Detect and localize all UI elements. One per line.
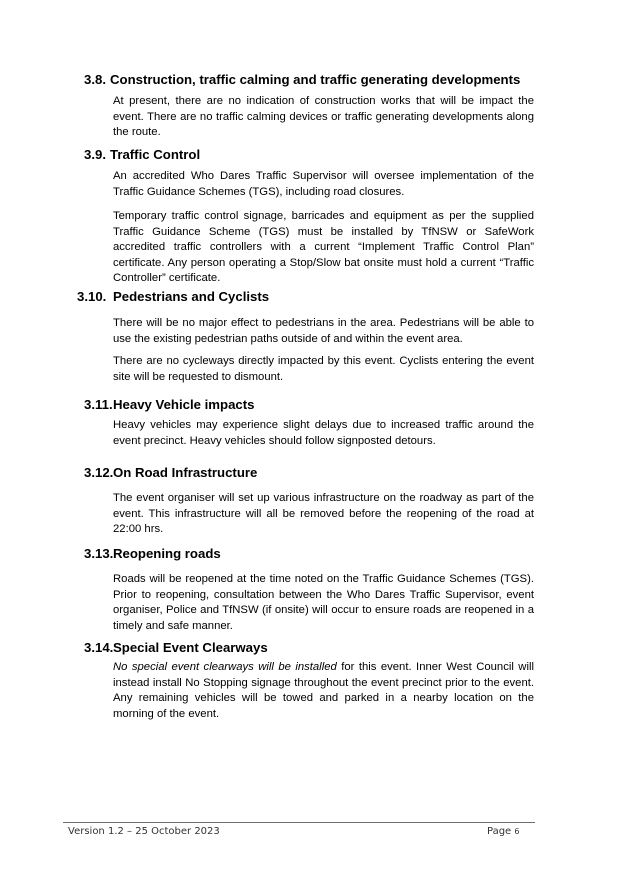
section-heading-3-12: 3.12.On Road Infrastructure bbox=[84, 465, 258, 480]
paragraph: At present, there are no indication of construction works that will be impact the event. There are no traffic calming devices or traffic generating developments along the route. bbox=[113, 95, 534, 139]
section-heading-3-11: 3.11.Heavy Vehicle impacts bbox=[84, 397, 255, 412]
paragraph: There are no cycleways directly impacted by this event. Cyclists entering the event site will be requested to dismount. bbox=[113, 355, 534, 383]
paragraph: The event organiser will set up various infrastructure on the roadway as part of the event. This infrastructure will all be removed before the reopening of the road at 22:00 hrs. bbox=[113, 492, 534, 536]
footer-page-number: Page 6 bbox=[487, 826, 520, 837]
footer-divider bbox=[63, 822, 535, 823]
paragraph: An accredited Who Dares Traffic Supervisor will oversee implementation of the Traffic Guidance Schemes (TGS), including road closures. bbox=[113, 170, 534, 198]
section-heading-3-9: 3.9. Traffic Control bbox=[84, 147, 201, 162]
section-heading-3-14: 3.14.Special Event Clearways bbox=[84, 640, 268, 655]
paragraph: Roads will be reopened at the time noted on the Traffic Guidance Schemes (TGS). Prior to reopening, consultation between the Who Dares Traffic Supervisor, event organiser, Police and TfNSW (if onsite) will occur to ensure roads are reopened in a timely and safe manner. bbox=[113, 573, 534, 632]
paragraph: No special event clearways will be installed for this event. Inner West Council will instead install No Stopping signage throughout the event precinct prior to the event. Any remaining vehicles will be towed and parked in a nearby location on the morning of the event. bbox=[113, 661, 534, 720]
paragraph: Heavy vehicles may experience slight delays due to increased traffic around the event precinct. Heavy vehicles should follow signposted detours. bbox=[113, 419, 534, 447]
footer-version: Version 1.2 – 25 October 2023 bbox=[68, 826, 220, 837]
section-heading-3-10: 3.10. Pedestrians and Cyclists bbox=[77, 289, 270, 304]
italic-lead: No special event clearways will be installed bbox=[113, 661, 337, 673]
paragraph: Temporary traffic control signage, barricades and equipment as per the supplied Traffic Guidance Scheme (TGS) must be installed by TfNSW or SafeWork accredited traffic controllers with a current “Implement Traffic Control Plan” certificate. Any person operating a Stop/Slow bat onsite must hold a current “Traffic Controller” certificate. bbox=[113, 210, 534, 285]
section-heading-3-13: 3.13.Reopening roads bbox=[84, 546, 221, 561]
paragraph: There will be no major effect to pedestrians in the area. Pedestrians will be able to use the existing pedestrian paths outside of and within the event area. bbox=[113, 317, 534, 345]
section-heading-3-8: 3.8. Construction, traffic calming and traffic generating developments bbox=[84, 72, 521, 87]
